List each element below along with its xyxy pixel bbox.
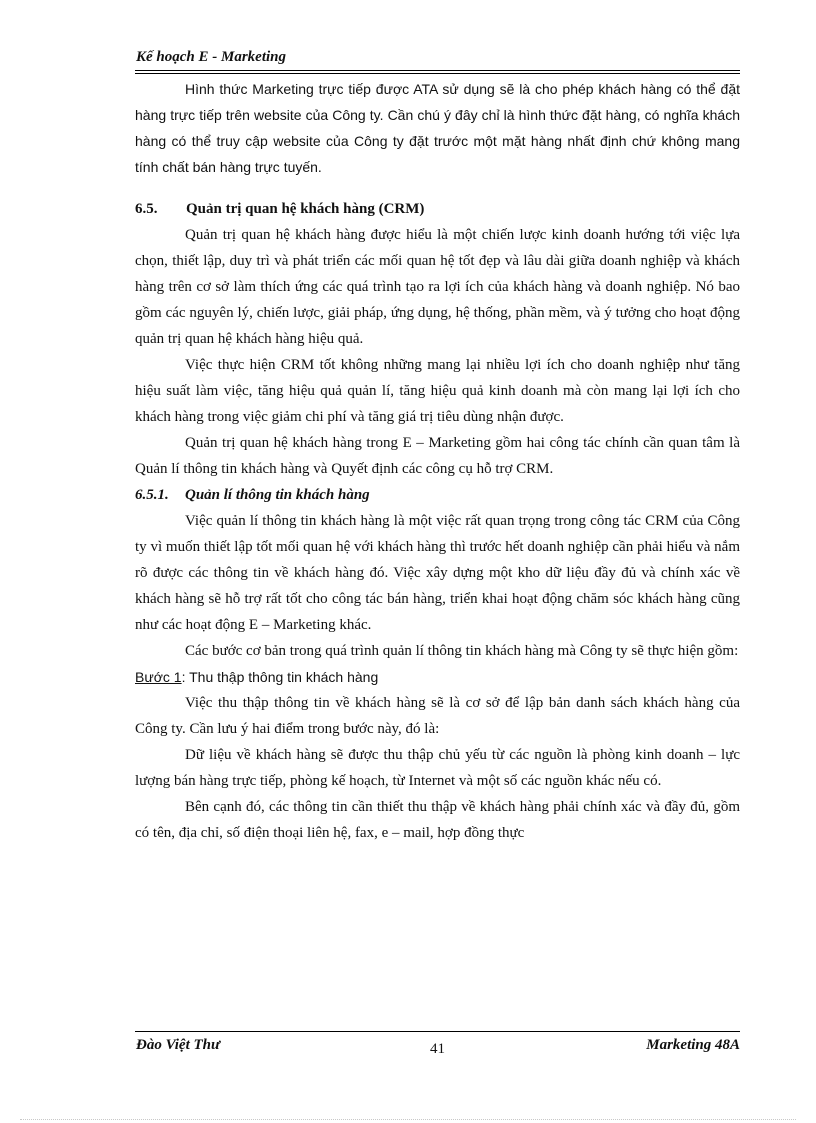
step-title: : Thu thập thông tin khách hàng <box>181 669 379 685</box>
footer-class: Marketing 48A <box>646 1037 740 1053</box>
paragraph-info-management: Việc quản lí thông tin khách hàng là một việc rất quan trọng trong công tác CRM của Công ty vì muốn thiết lập tốt mối quan hệ với khách hàng thì trước hết doanh nghiệp cần phải hiểu và nắm rõ được các thông tin về khách hàng đó. Việc xây dựng một kho dữ liệu đầy đủ và chính xác về khách hàng sẽ hỗ trợ rất tốt cho công tác bán hàng, triển khai hoạt động chăm sóc khách hàng cũng như các hoạt động E – Marketing khác. <box>135 513 740 633</box>
paragraph-required-info: Bên cạnh đó, các thông tin cần thiết thu thập về khách hàng phải chính xác và đầy đủ, gồm có tên, địa chỉ, số điện thoại liên hệ, fax, e – mail, hợp đồng thực <box>135 799 740 841</box>
subsection-heading <box>135 482 740 508</box>
paragraph-basic-steps: Các bước cơ bản trong quá trình quản lí thông tin khách hàng mà Công ty sẽ thực hiện gồm: <box>185 643 739 659</box>
step-heading <box>135 664 740 690</box>
footer-author: Đào Việt Thư <box>136 1037 220 1053</box>
section-number: 6.5. <box>135 201 158 217</box>
header-rule-top <box>135 70 740 71</box>
page-body <box>135 76 740 846</box>
section-title: Quản trị quan hệ khách hàng (CRM) <box>186 201 425 217</box>
paragraph-collection-basis: Việc thu thập thông tin về khách hàng sẽ là cơ sở để lập bản danh sách khách hàng của Công ty. Cần lưu ý hai điểm trong bước này, đó là: <box>135 695 740 737</box>
page-bottom-edge <box>20 1119 796 1120</box>
page-number: 41 <box>430 1041 445 1057</box>
section-heading <box>135 196 740 222</box>
subsection-number: 6.5.1. <box>135 487 169 503</box>
paragraph-data-sources: Dữ liệu về khách hàng sẽ được thu thập chủ yếu từ các nguồn là phòng kinh doanh – lực lượng bán hàng trực tiếp, phòng kế hoạch, từ Internet và một số các nguồn khác nếu có. <box>135 747 740 789</box>
footer-rule <box>135 1031 740 1032</box>
paragraph-direct-marketing: Hình thức Marketing trực tiếp được ATA sử dụng sẽ là cho phép khách hàng có thể đặt hàng trực tiếp trên website của Công ty. Cần chú ý đây chỉ là hình thức đặt hàng, có nghĩa khách hàng có thể truy cập website của Công ty đặt trước một mặt hàng nhất định chứ không mang tính chất bán hàng trực tuyến. <box>135 81 740 175</box>
paragraph-crm-benefits: Việc thực hiện CRM tốt không những mang lại nhiều lợi ích cho doanh nghiệp như tăng hiệu suất làm việc, tăng hiệu quả quản lí, tăng hiệu quả kinh doanh mà còn mang lại lợi ích cho khách hàng trong việc giảm chi phí và tăng giá trị tiêu dùng nhận được. <box>135 357 740 425</box>
paragraph-crm-components: Quản trị quan hệ khách hàng trong E – Marketing gồm hai công tác chính cần quan tâm là Quản lí thông tin khách hàng và Quyết định các công cụ hỗ trợ CRM. <box>135 435 740 477</box>
header-rule-bottom <box>135 73 740 74</box>
step-label: Bước 1 <box>135 669 182 685</box>
paragraph-crm-definition: Quản trị quan hệ khách hàng được hiểu là một chiến lược kinh doanh hướng tới việc lựa chọn, thiết lập, duy trì và phát triển các mối quan hệ tốt đẹp và lâu dài giữa doanh nghiệp và khách hàng trên cơ sở làm thích ứng các quá trình tạo ra lợi ích của khách hàng và doanh nghiệp. Nó bao gồm các nguyên lý, chiến lược, giải pháp, ứng dụng, hệ thống, phần mềm, và ý tưởng cho hoạt động quản trị quan hệ khách hàng hiệu quả. <box>135 227 740 347</box>
subsection-title: Quản lí thông tin khách hàng <box>185 487 370 503</box>
running-header-title: Kế hoạch E - Marketing <box>136 49 287 65</box>
